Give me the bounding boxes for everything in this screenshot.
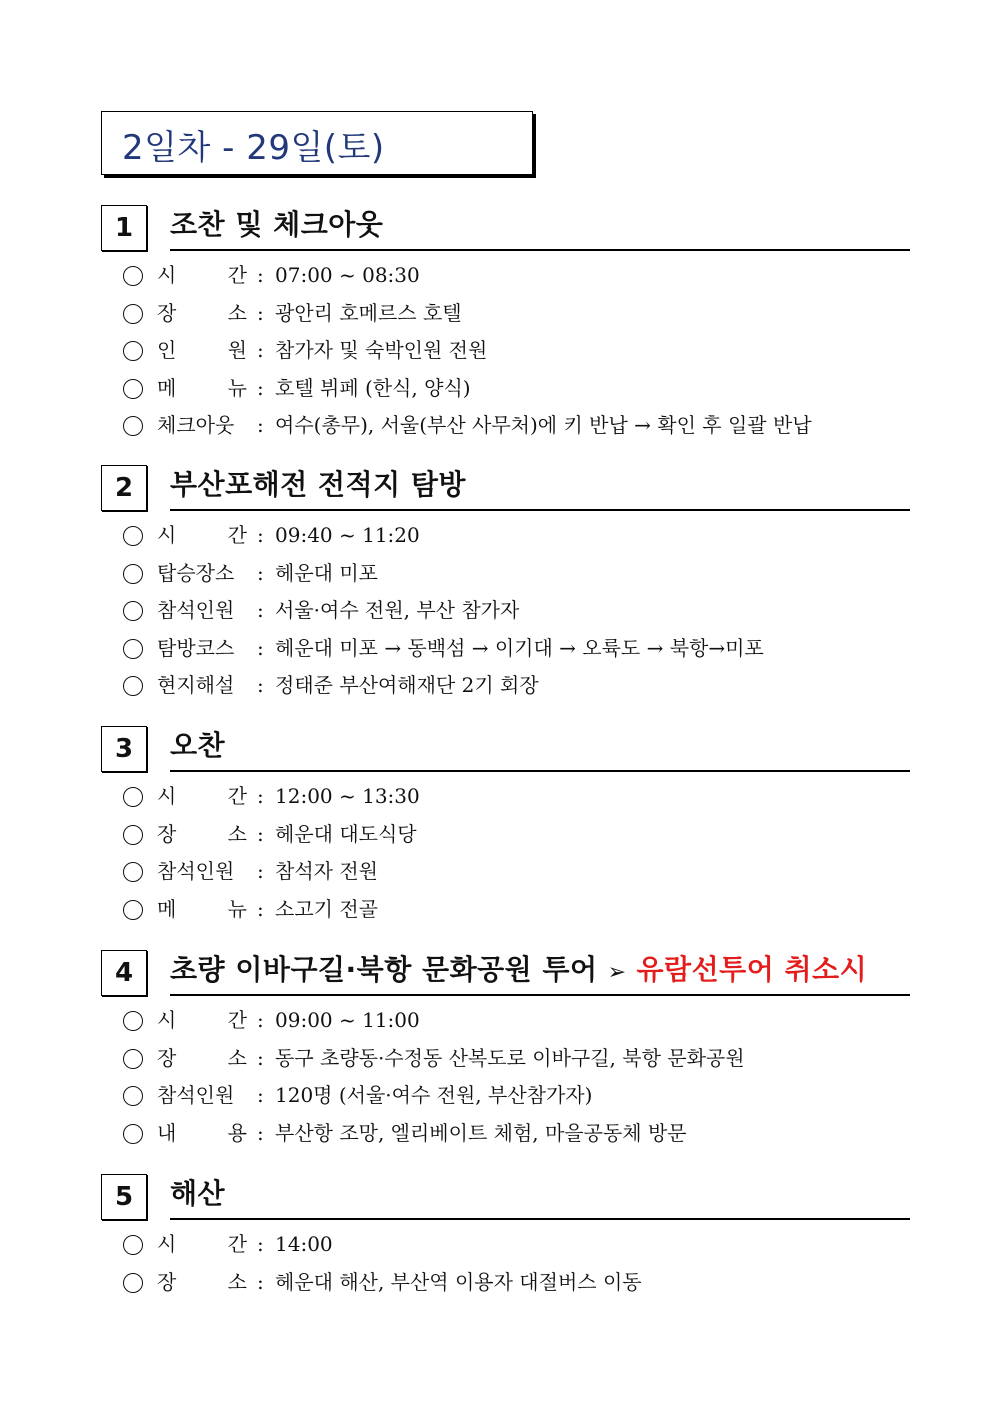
list-item bbox=[101, 1002, 910, 1040]
list-item bbox=[101, 778, 910, 816]
item-value: 동구 초량동·수정동 산복도로 이바구길, 북항 문화공원 bbox=[275, 1045, 745, 1070]
list-item bbox=[101, 592, 910, 630]
colon: : bbox=[257, 1008, 264, 1032]
item-label: 장 소 bbox=[157, 1045, 247, 1070]
circle-bullet-icon bbox=[123, 787, 143, 807]
item-label: 체크아웃 bbox=[157, 413, 235, 437]
section-number: 4 bbox=[101, 950, 147, 996]
item-label: 장 소 bbox=[157, 1269, 247, 1294]
list-item bbox=[101, 1264, 910, 1302]
item-value: 정태준 부산여해재단 2기 회장 bbox=[275, 673, 539, 697]
item-list bbox=[101, 1002, 910, 1152]
section-number: 3 bbox=[101, 726, 147, 772]
section-number: 5 bbox=[101, 1174, 147, 1220]
circle-bullet-icon bbox=[123, 1086, 143, 1106]
list-item bbox=[101, 816, 910, 854]
colon: : bbox=[257, 1232, 264, 1256]
list-item bbox=[101, 257, 910, 295]
list-item bbox=[101, 1040, 910, 1078]
section-header bbox=[101, 205, 910, 251]
item-label: 장 소 bbox=[157, 821, 247, 846]
list-item bbox=[101, 555, 910, 593]
item-label: 메 뉴 bbox=[157, 896, 247, 921]
section-number: 2 bbox=[101, 465, 147, 511]
item-value: 서울·여수 전원, 부산 참가자 bbox=[275, 598, 520, 622]
circle-bullet-icon bbox=[123, 1049, 143, 1069]
section-3 bbox=[101, 726, 910, 928]
circle-bullet-icon bbox=[123, 341, 143, 361]
circle-bullet-icon bbox=[123, 416, 143, 436]
item-value: 여수(총무), 서울(부산 사무처)에 키 반납 → 확인 후 일괄 반납 bbox=[275, 413, 812, 437]
colon: : bbox=[257, 338, 264, 362]
circle-bullet-icon bbox=[123, 862, 143, 882]
colon: : bbox=[257, 784, 264, 808]
list-item bbox=[101, 517, 910, 555]
colon: : bbox=[257, 1120, 264, 1145]
colon: : bbox=[257, 1083, 264, 1107]
list-item bbox=[101, 407, 910, 445]
colon: : bbox=[257, 413, 264, 437]
item-list bbox=[101, 517, 910, 705]
item-value: 부산항 조망, 엘리베이트 체험, 마을공동체 방문 bbox=[275, 1120, 687, 1145]
section-4 bbox=[101, 950, 910, 1152]
arrow-icon: ➢ bbox=[607, 960, 627, 985]
list-item bbox=[101, 1077, 910, 1115]
item-value: 소고기 전골 bbox=[275, 896, 378, 921]
list-item bbox=[101, 1226, 910, 1264]
list-item bbox=[101, 630, 910, 668]
item-value: 120명 (서울·여수 전원, 부산참가자) bbox=[275, 1083, 593, 1107]
item-label: 현지해설 bbox=[157, 673, 235, 697]
circle-bullet-icon bbox=[123, 564, 143, 584]
colon: : bbox=[257, 1045, 264, 1070]
colon: : bbox=[257, 635, 264, 660]
circle-bullet-icon bbox=[123, 601, 143, 621]
item-list bbox=[101, 1226, 910, 1301]
colon: : bbox=[257, 560, 264, 585]
section-5 bbox=[101, 1174, 910, 1301]
list-item bbox=[101, 853, 910, 891]
item-value: 광안리 호메르스 호텔 bbox=[275, 300, 462, 325]
colon: : bbox=[257, 263, 264, 287]
item-value: 09:40 ~ 11:20 bbox=[275, 523, 420, 547]
item-label: 인 원 bbox=[157, 338, 247, 362]
section-header bbox=[101, 950, 910, 996]
circle-bullet-icon bbox=[123, 1235, 143, 1255]
section-title bbox=[170, 950, 910, 996]
item-label: 시 간 bbox=[157, 1008, 247, 1032]
item-label: 탑승장소 bbox=[157, 560, 235, 585]
list-item bbox=[101, 332, 910, 370]
section-title: 부산포해전 전적지 탐방 bbox=[170, 465, 910, 511]
item-list bbox=[101, 257, 910, 445]
item-label: 시 간 bbox=[157, 523, 247, 547]
section-1 bbox=[101, 205, 910, 445]
circle-bullet-icon bbox=[123, 266, 143, 286]
item-value: 12:00 ~ 13:30 bbox=[275, 784, 420, 808]
item-value: 07:00 ~ 08:30 bbox=[275, 263, 420, 287]
section-2 bbox=[101, 465, 910, 705]
item-value: 헤운대 미포 bbox=[275, 560, 378, 585]
item-label: 메 뉴 bbox=[157, 375, 247, 400]
colon: : bbox=[257, 896, 264, 921]
section-title: 해산 bbox=[170, 1174, 910, 1220]
list-item bbox=[101, 667, 910, 705]
item-value: 09:00 ~ 11:00 bbox=[275, 1008, 420, 1032]
item-value: 14:00 bbox=[275, 1232, 333, 1256]
item-label: 탐방코스 bbox=[157, 635, 235, 660]
colon: : bbox=[257, 523, 264, 547]
circle-bullet-icon bbox=[123, 639, 143, 659]
circle-bullet-icon bbox=[123, 379, 143, 399]
circle-bullet-icon bbox=[123, 900, 143, 920]
circle-bullet-icon bbox=[123, 676, 143, 696]
section-header bbox=[101, 1174, 910, 1220]
item-label: 시 간 bbox=[157, 784, 247, 808]
item-value: 헤운대 해산, 부산역 이용자 대절버스 이동 bbox=[275, 1269, 642, 1294]
circle-bullet-icon bbox=[123, 304, 143, 324]
colon: : bbox=[257, 859, 264, 883]
colon: : bbox=[257, 598, 264, 622]
item-value: 참석자 전원 bbox=[275, 859, 378, 883]
circle-bullet-icon bbox=[123, 1124, 143, 1144]
section-number: 1 bbox=[101, 205, 147, 251]
section-title-text: 초량 이바구길·북항 문화공원 투어 bbox=[170, 953, 598, 986]
list-item bbox=[101, 295, 910, 333]
item-label: 참석인원 bbox=[157, 859, 235, 883]
item-label: 시 간 bbox=[157, 1232, 247, 1256]
list-item bbox=[101, 891, 910, 929]
list-item bbox=[101, 370, 910, 408]
colon: : bbox=[257, 821, 264, 846]
item-value: 헤운대 미포 → 동백섬 → 이기대 → 오륙도 → 북항→미포 bbox=[275, 635, 764, 660]
colon: : bbox=[257, 300, 264, 325]
section-header bbox=[101, 465, 910, 511]
circle-bullet-icon bbox=[123, 1011, 143, 1031]
colon: : bbox=[257, 673, 264, 697]
item-label: 내 용 bbox=[157, 1120, 247, 1145]
item-value: 헤운대 대도식당 bbox=[275, 821, 417, 846]
circle-bullet-icon bbox=[123, 1273, 143, 1293]
day-title: 2일차 - 29일(토) bbox=[122, 128, 385, 168]
section-title: 조찬 및 체크아웃 bbox=[170, 205, 910, 251]
item-label: 참석인원 bbox=[157, 1083, 235, 1107]
item-value: 호텔 뷔페 (한식, 양식) bbox=[275, 375, 471, 400]
item-label: 장 소 bbox=[157, 300, 247, 325]
item-label: 참석인원 bbox=[157, 598, 235, 622]
item-list bbox=[101, 778, 910, 928]
circle-bullet-icon bbox=[123, 526, 143, 546]
circle-bullet-icon bbox=[123, 825, 143, 845]
section-title: 오찬 bbox=[170, 726, 910, 772]
colon: : bbox=[257, 375, 264, 400]
item-label: 시 간 bbox=[157, 263, 247, 287]
cancel-note: 유람선투어 취소시 bbox=[636, 953, 868, 986]
section-header bbox=[101, 726, 910, 772]
day-header-box bbox=[101, 111, 533, 175]
list-item bbox=[101, 1115, 910, 1153]
item-value: 참가자 및 숙박인원 전원 bbox=[275, 338, 488, 362]
colon: : bbox=[257, 1269, 264, 1294]
